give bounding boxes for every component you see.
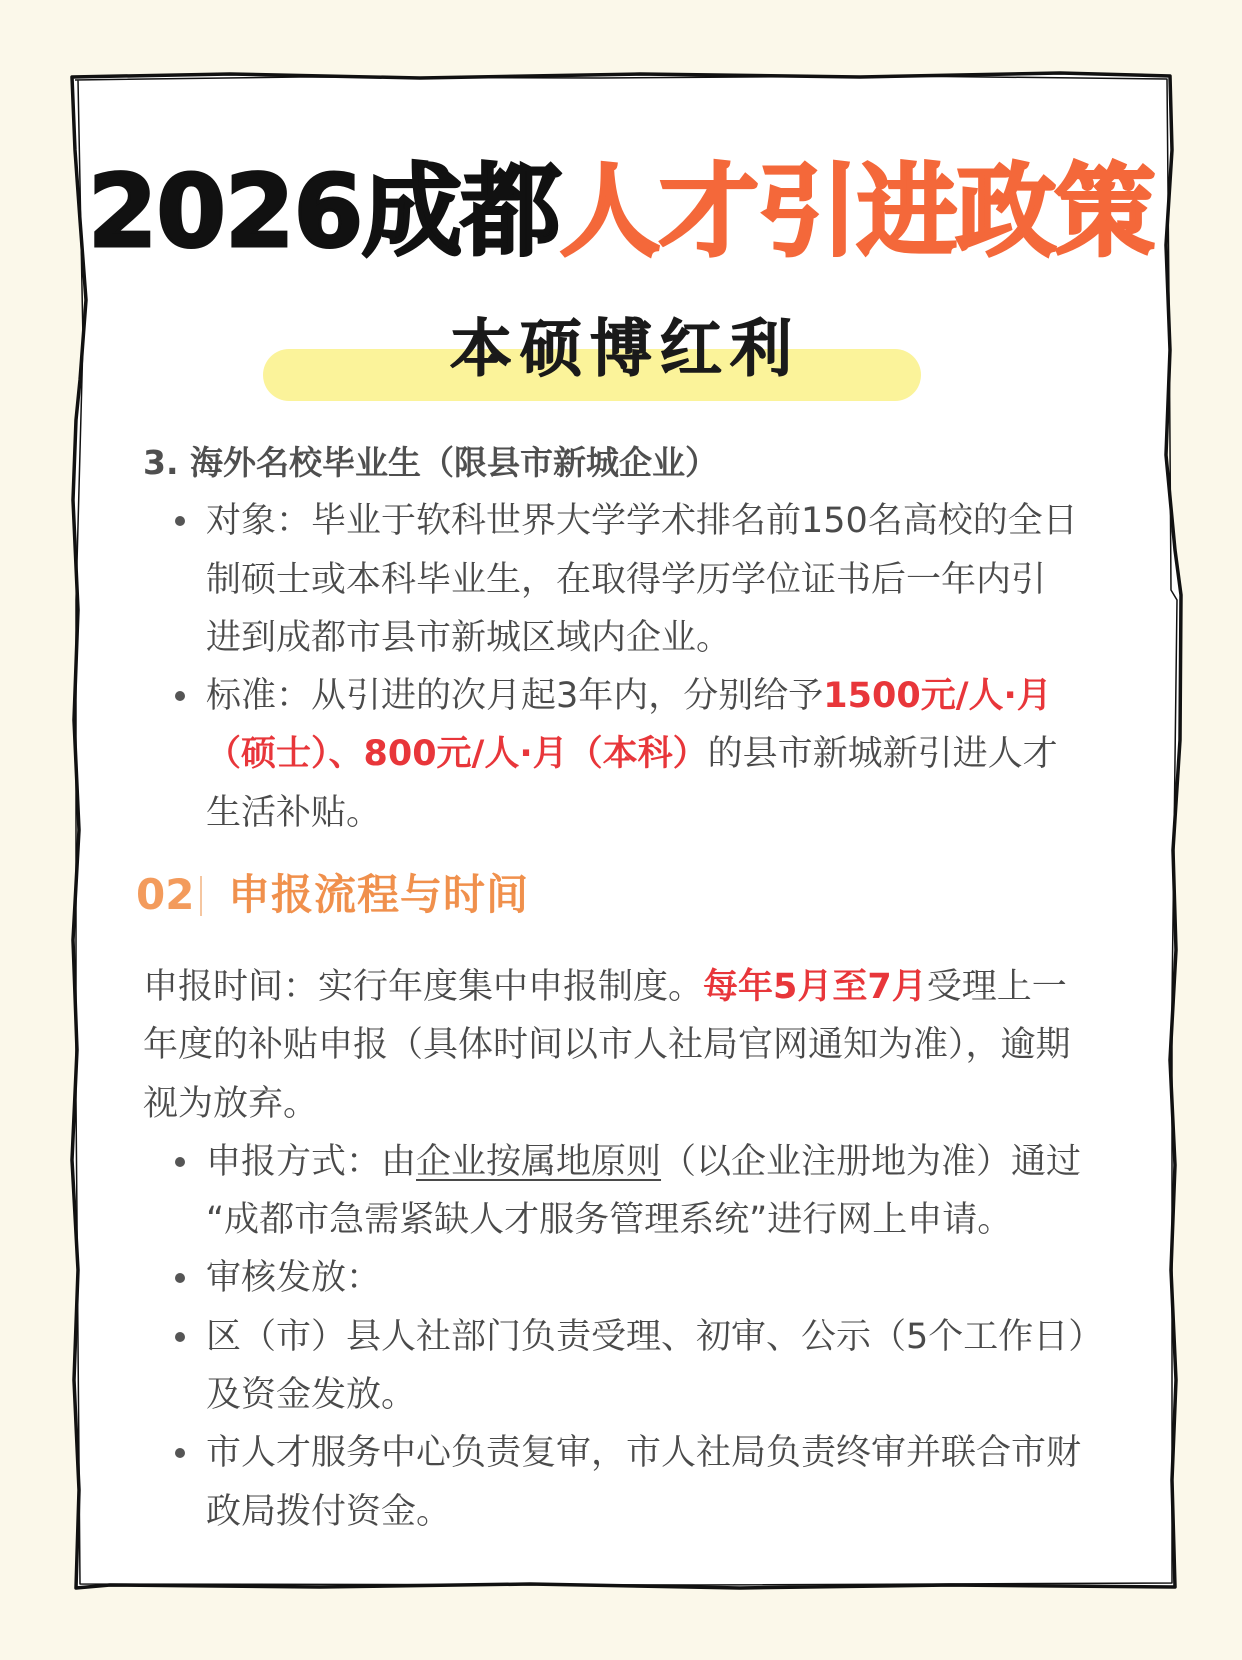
bullet-dot [175, 1157, 185, 1167]
subsidy-amount-highlight: （硕士）、800元/人·月（本科） [206, 734, 708, 775]
list-item-continuation [0, 609, 1242, 667]
list-item-text: 对象：毕业于软科世界大学学术排名前150名高校的全日 [206, 501, 1078, 542]
bullet-dot [175, 1448, 185, 1458]
list-item-method [0, 1133, 1242, 1191]
list-item-standard [0, 667, 1242, 725]
list-item-continuation [0, 1483, 1242, 1541]
list-item-city [0, 1424, 1242, 1482]
list-item-text: 进到成都市县市新城区域内企业。 [206, 617, 732, 658]
paragraph-text: 申报时间：实行年度集中申报制度。 [143, 967, 704, 1007]
section-number: 02 [136, 870, 195, 919]
bullet-dot [175, 1332, 185, 1342]
section-overseas-graduates [0, 434, 1242, 842]
list-item-continuation [0, 1191, 1242, 1249]
list-item-text: 及资金发放。 [206, 1375, 417, 1416]
list-item-text: 市人才服务中心负责复审，市人社局负责终审并联合市财 [206, 1433, 1082, 1474]
list-item-text: 政局拨付资金。 [206, 1491, 452, 1532]
paragraph-text: 年度的补贴申报（具体时间以市人社局官网通知为准），逾期 [143, 1025, 1071, 1066]
list-item-continuation [0, 1366, 1242, 1424]
section-title: 申报流程与时间 [228, 870, 530, 919]
list-item-text: 的县市新城新引进人才 [707, 734, 1058, 775]
paragraph-text: 视为放弃。 [143, 1083, 319, 1124]
paragraph-line [0, 1075, 1242, 1133]
list-item-text: 区（市）县人社部门负责受理、初审、公示（5个工作日） [206, 1316, 1104, 1357]
section-heading: 3. 海外名校毕业生（限县市新城企业） [143, 443, 718, 482]
list-item-text: 标准：从引进的次月起3年内，分别给予 [206, 676, 824, 717]
bullet-dot [175, 516, 185, 526]
list-item-review [0, 1249, 1242, 1307]
section-application-body [0, 958, 1242, 1541]
title-part-policy: 人才引进政策 [560, 153, 1155, 270]
underlined-text: 企业按属地原则 [416, 1141, 662, 1182]
page-title [0, 153, 1242, 270]
subtitle: 本硕博红利 [449, 312, 800, 385]
list-item-text: 审核发放： [206, 1258, 382, 1299]
list-item-continuation [0, 725, 1242, 783]
list-item-text: “成都市急需紧缺人才服务管理系统”进行网上申请。 [206, 1200, 1013, 1241]
paragraph-line [0, 1016, 1242, 1074]
list-item-target [0, 492, 1242, 550]
bullet-dot [175, 691, 185, 701]
bullet-dot [175, 1273, 185, 1283]
list-item-continuation [0, 784, 1242, 842]
list-item-continuation [0, 551, 1242, 609]
list-item-text: 申报方式：由 [206, 1141, 417, 1182]
list-item-district [0, 1308, 1242, 1366]
subsidy-amount-highlight: 1500元/人·月 [823, 676, 1052, 717]
title-part-city: 2026成都 [87, 153, 561, 270]
paragraph-line [0, 958, 1242, 1016]
list-item-text: 制硕士或本科毕业生，在取得学历学位证书后一年内引 [206, 559, 1047, 600]
section-header-application [0, 866, 1242, 924]
list-item-text: （以企业注册地为准）通过 [661, 1141, 1082, 1182]
application-period-highlight: 每年5月至7月 [703, 967, 927, 1007]
section-divider [200, 876, 202, 916]
list-item-text: 生活补贴。 [206, 792, 382, 833]
paragraph-text: 受理上一 [926, 967, 1067, 1007]
